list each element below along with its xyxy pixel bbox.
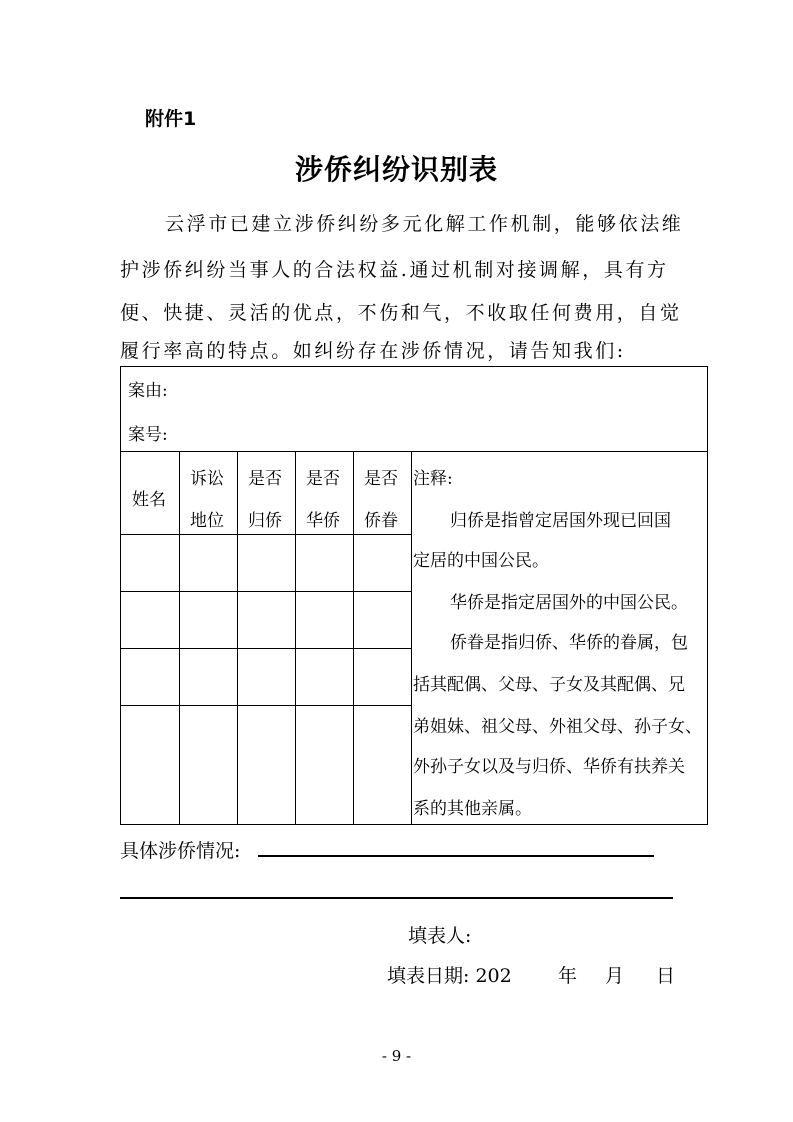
header-name: 姓名 [132,490,166,510]
header-returned-overseas-2: 归侨 [248,511,282,531]
case-reason-label: 案由: [128,381,168,401]
date-month: 月 [605,965,625,987]
header-family-1: 是否 [364,469,398,489]
note-title: 注释: [413,469,453,489]
table-row-line-1 [120,534,411,535]
note-line-3: 华侨是指定居国外的中国公民。 [450,593,688,613]
date-year-suffix: 年 [558,965,578,987]
note-line-2: 定居的中国公民。 [413,551,549,571]
page-title: 涉侨纠纷识别表 [294,153,498,186]
table-col-line-2 [237,451,238,825]
table-col-line-1 [179,451,180,825]
details-fill-line-1[interactable] [258,855,654,857]
table-row-line-4 [120,705,411,706]
intro-line-1: 云浮市已建立涉侨纠纷多元化解工作机制，能够依法维 [165,213,684,235]
table-row-line-3 [120,648,411,649]
intro-line-4: 履行率高的特点。如纠纷存在涉侨情况，请告知我们: [120,340,626,362]
note-line-4: 侨眷是指归侨、华侨的眷属，包 [450,633,688,653]
intro-line-2: 护涉侨纠纷当事人的合法权益.通过机制对接调解，具有方 [120,259,669,281]
details-fill-line-2[interactable] [120,897,673,899]
date-day: 日 [656,965,676,987]
header-family-2: 侨眷 [364,511,398,531]
header-litigation-status-2: 地位 [190,511,224,531]
intro-line-3: 便、快捷、灵活的优点，不伤和气，不收取任何费用，自觉 [120,302,682,324]
note-line-6: 弟姐妹、祖父母、外祖父母、孙子女、 [413,717,702,737]
table-col-line-3 [295,451,296,825]
details-label: 具体涉侨情况: [120,840,241,862]
header-overseas-chinese-1: 是否 [306,469,340,489]
filler-label: 填表人: [408,925,472,947]
note-line-1: 归侨是指曾定居国外现已回国 [450,511,671,531]
attachment-label: 附件1 [145,108,197,130]
note-line-8: 系的其他亲属。 [413,799,532,819]
table-row-line-2 [120,591,411,592]
date-label: 填表日期: 202 [387,965,512,987]
table-col-line-4 [353,451,354,825]
note-line-7: 外孙子女以及与归侨、华侨有扶养关 [413,757,685,777]
header-returned-overseas-1: 是否 [248,469,282,489]
note-line-5: 括其配偶、父母、子女及其配偶、兄 [413,675,685,695]
table-col-line-5 [411,451,412,825]
header-litigation-status-1: 诉讼 [190,469,224,489]
case-number-label: 案号: [128,425,168,445]
header-overseas-chinese-2: 华侨 [306,511,340,531]
table-header-top-line [120,451,708,452]
page-number: - 9 - [381,1047,412,1065]
